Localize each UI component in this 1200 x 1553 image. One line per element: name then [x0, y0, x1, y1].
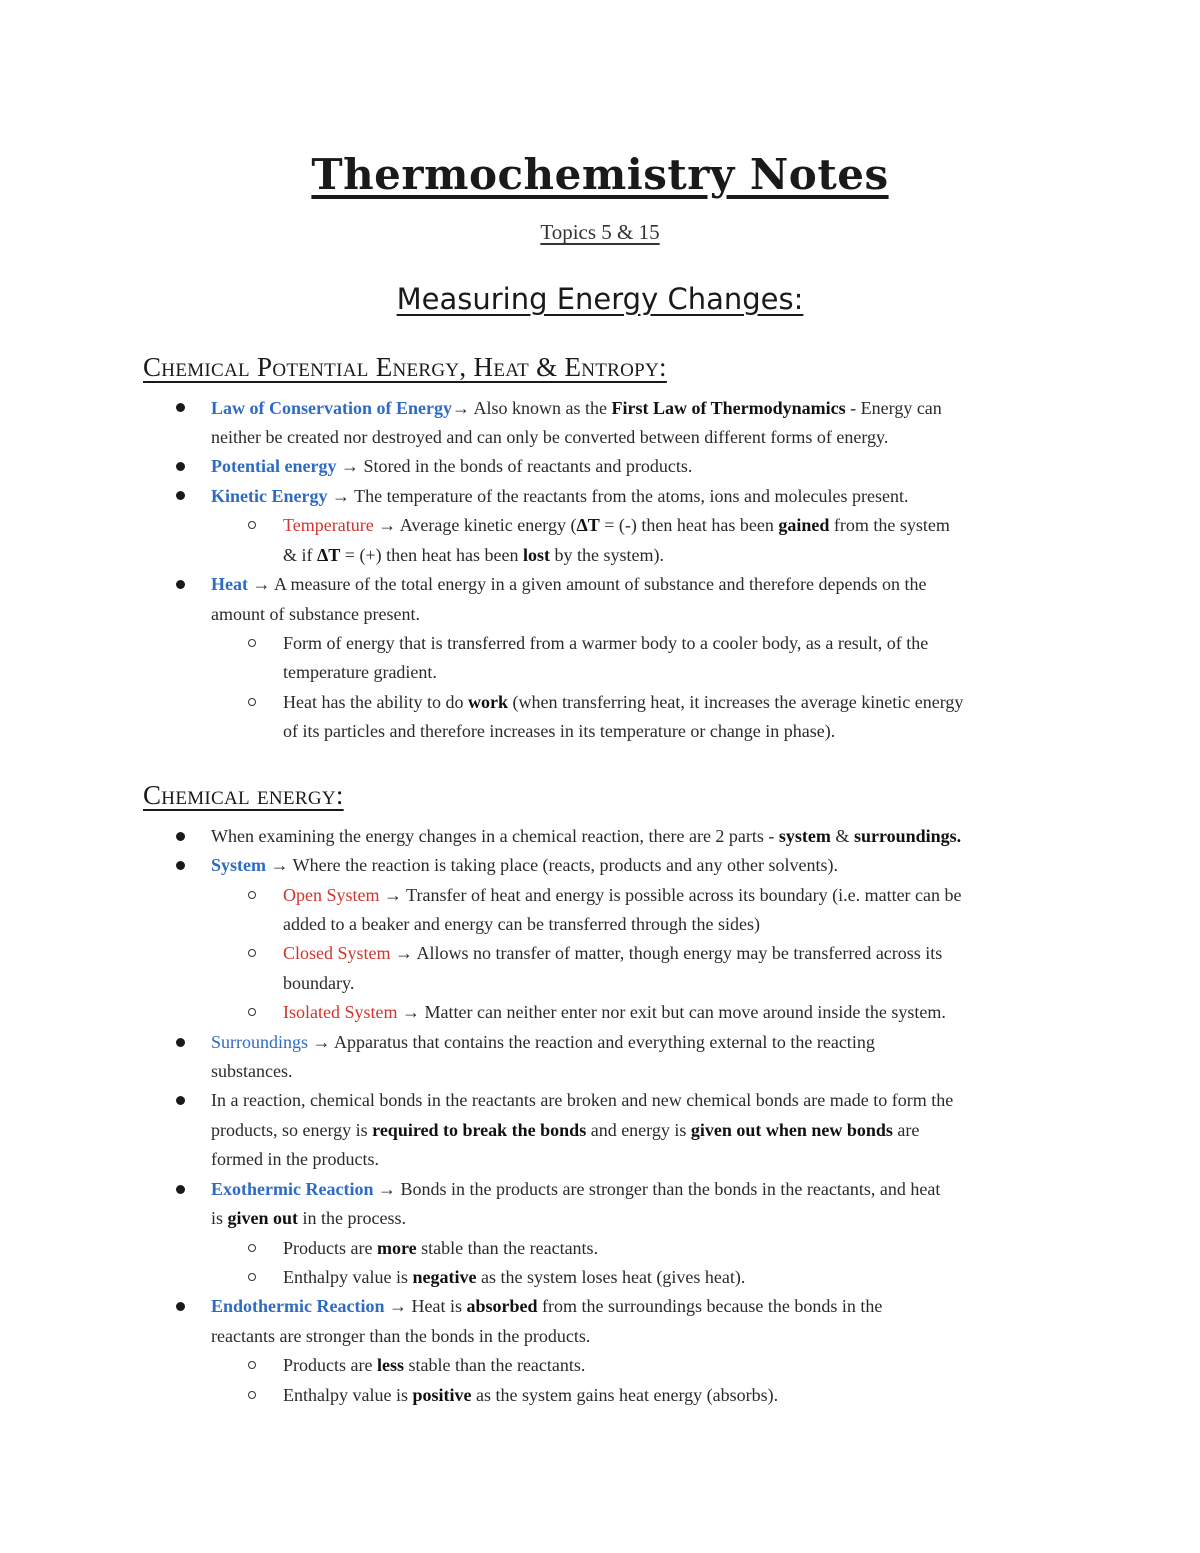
- list-item-exothermic: Exothermic Reaction → Bonds in the products are stronger than the bonds in the reactants, and heat: [211, 1179, 941, 1199]
- sub-item-work: Heat has the ability to do work (when transferring heat, it increases the average kinetic energy: [283, 692, 964, 712]
- bullet-icon: [176, 1096, 185, 1105]
- list-item-continuation: formed in the products.: [211, 1149, 379, 1169]
- section-heading-main: Measuring Energy Changes:: [396, 282, 804, 316]
- bullet-icon: [176, 1185, 185, 1194]
- sub-item-isolated-system: Isolated System → Matter can neither enter nor exit but can move around inside the system.: [283, 1002, 946, 1022]
- sub-bullet-icon: [248, 521, 256, 529]
- sub-item-continuation: & if ΔT = (+) then heat has been lost by the system).: [283, 545, 665, 565]
- list-item-continuation: is given out in the process.: [211, 1208, 407, 1228]
- sub-bullet-icon: [248, 1244, 256, 1252]
- sub-item-continuation: added to a beaker and energy can be transferred through the sides): [283, 914, 760, 934]
- sub-item-closed-system: Closed System → Allows no transfer of matter, though energy may be transferred across its: [283, 943, 943, 963]
- page-subtitle: Topics 5 & 15: [540, 220, 660, 244]
- sub-bullet-icon: [248, 1391, 256, 1399]
- sub-item-endo-enthalpy: Enthalpy value is positive as the system gains heat energy (absorbs).: [283, 1385, 779, 1405]
- list-item-endothermic: Endothermic Reaction → Heat is absorbed from the surroundings because the bonds in the: [211, 1296, 883, 1316]
- sub-item-exo-products: Products are more stable than the reactants.: [283, 1238, 599, 1258]
- sub-bullet-icon: [248, 1361, 256, 1369]
- sub-bullet-icon: [248, 1008, 256, 1016]
- sub-bullet-icon: [248, 949, 256, 957]
- bullet-icon: [176, 580, 185, 589]
- section-heading-chemical-energy: Chemical energy:: [143, 780, 344, 810]
- bullet-icon: [176, 1038, 185, 1047]
- bullet-icon: [176, 861, 185, 870]
- sub-item-endo-products: Products are less stable than the reactants.: [283, 1355, 586, 1375]
- sub-item-continuation: boundary.: [283, 973, 355, 993]
- list-item-heat: Heat → A measure of the total energy in a given amount of substance and therefore depends on the: [211, 574, 927, 594]
- section-heading-potential-energy: Chemical Potential Energy, Heat & Entropy:: [143, 352, 667, 382]
- bullet-icon: [176, 1302, 185, 1311]
- sub-bullet-icon: [248, 639, 256, 647]
- list-item-continuation: products, so energy is required to break the bonds and energy is given out when new bonds are: [211, 1120, 920, 1140]
- list-item-continuation: reactants are stronger than the bonds in the products.: [211, 1326, 591, 1346]
- list-item-surroundings: Surroundings → Apparatus that contains the reaction and everything external to the reacting: [211, 1032, 875, 1052]
- bullet-icon: [176, 403, 185, 412]
- sub-item-temperature: Temperature → Average kinetic energy (ΔT = (-) then heat has been gained from the system: [283, 515, 950, 535]
- sub-bullet-icon: [248, 891, 256, 899]
- page-title: Thermochemistry Notes: [311, 150, 889, 199]
- sub-item-form-of-energy: Form of energy that is transferred from a warmer body to a cooler body, as a result, of the: [283, 633, 929, 653]
- list-item-continuation: amount of substance present.: [211, 604, 420, 624]
- bullet-icon: [176, 491, 185, 500]
- list-item-system: System → Where the reaction is taking place (reacts, products and any other solvents).: [211, 855, 838, 875]
- sub-item-exo-enthalpy: Enthalpy value is negative as the system loses heat (gives heat).: [283, 1267, 746, 1287]
- sub-item-continuation: of its particles and therefore increases in its temperature or change in phase).: [283, 721, 836, 741]
- sub-item-open-system: Open System → Transfer of heat and energy is possible across its boundary (i.e. matter can be: [283, 885, 962, 905]
- list-item-continuation: substances.: [211, 1061, 293, 1081]
- list-item-law-conservation: Law of Conservation of Energy→ Also known as the First Law of Thermodynamics - Energy can: [211, 398, 942, 418]
- list-item-continuation: neither be created nor destroyed and can only be converted between different forms of energy.: [211, 427, 889, 447]
- list-item-kinetic-energy: Kinetic Energy → The temperature of the reactants from the atoms, ions and molecules present.: [211, 486, 909, 506]
- list-item-potential-energy: Potential energy → Stored in the bonds of reactants and products.: [211, 456, 693, 476]
- sub-bullet-icon: [248, 698, 256, 706]
- bullet-icon: [176, 832, 185, 841]
- sub-item-continuation: temperature gradient.: [283, 662, 437, 682]
- sub-bullet-icon: [248, 1273, 256, 1281]
- list-item-reaction: In a reaction, chemical bonds in the reactants are broken and new chemical bonds are made to form the: [211, 1090, 954, 1110]
- bullet-icon: [176, 462, 185, 471]
- list-item-examining: When examining the energy changes in a chemical reaction, there are 2 parts - system & surroundings.: [211, 826, 962, 846]
